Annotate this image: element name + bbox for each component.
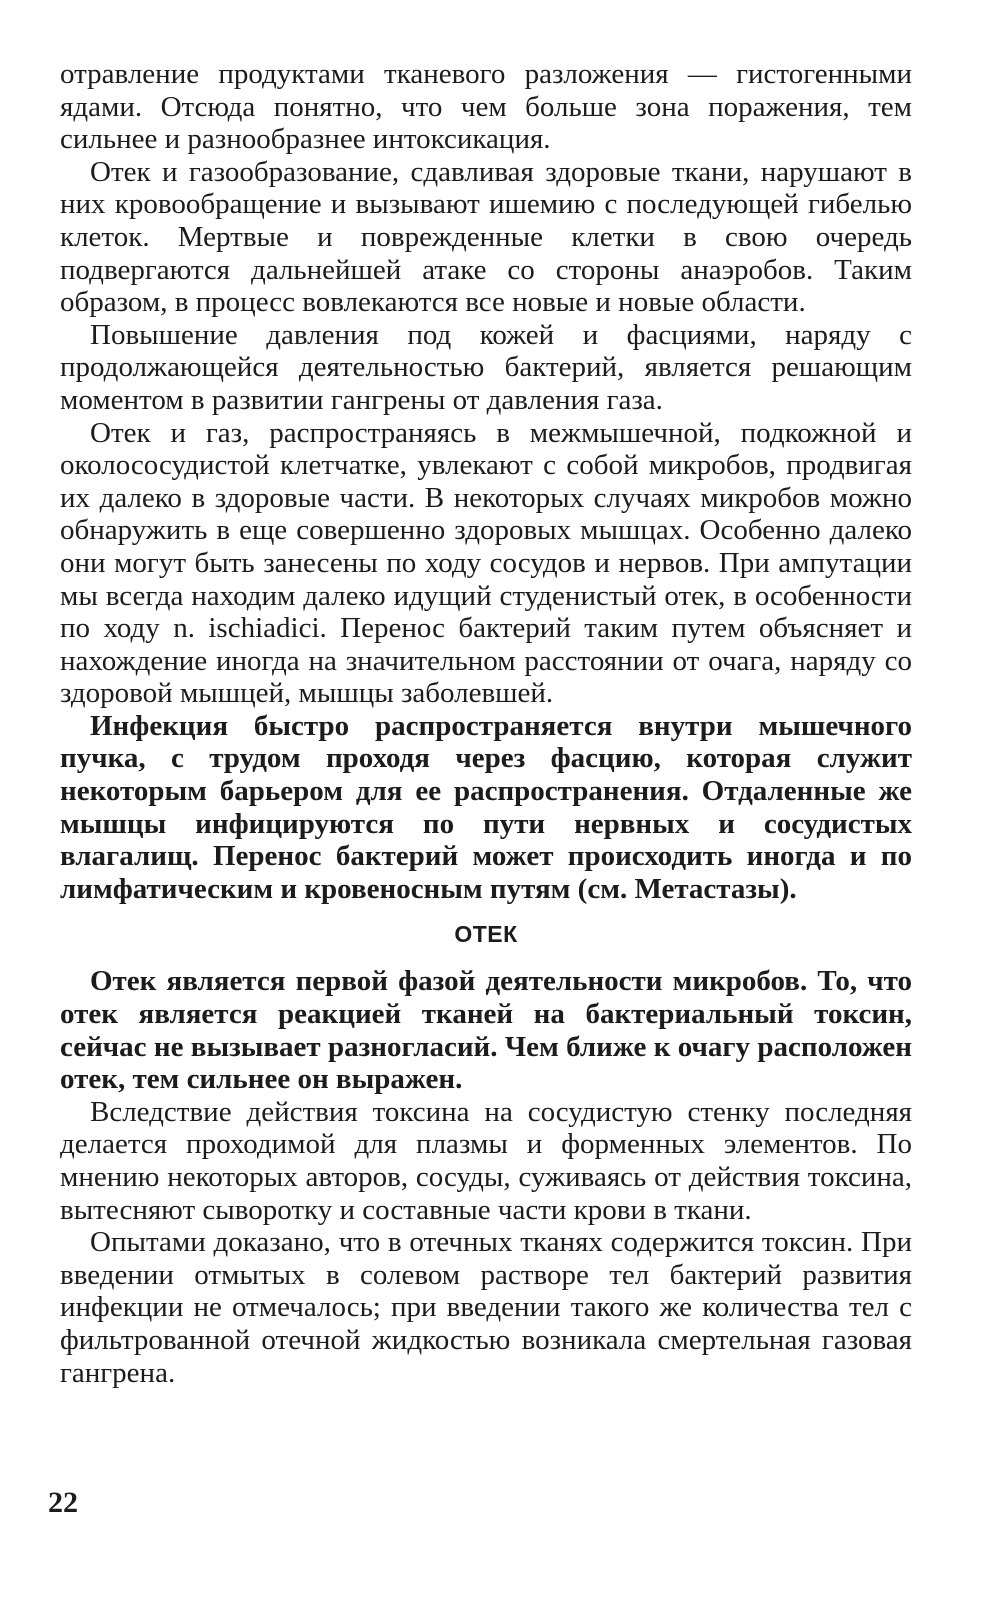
paragraph-1: отравление продуктами тканевого разложения — гистогенными ядами. Отсюда понятно, что чем больше зона поражения, тем сильнее и разнообразнее интоксикация. xyxy=(60,58,912,156)
section-heading: ОТЕК xyxy=(454,921,518,948)
paragraph-7: Вследствие действия токсина на сосудистую стенку последняя делается проходимой для плазмы и форменных элементов. По мнению некоторых авторов, сосуды, суживаясь от действия токсина, вытесняют сыворотку и составные части крови в ткани. xyxy=(60,1095,912,1226)
paragraph-8: Опытами доказано, что в отечных тканях содержится токсин. При введении отмытых в солевом растворе тел бактерий развития инфекции не отмечалось; при введении такого же количества тел с фильтрованной отечной жидкостью возникала смертельная газовая гангрена. xyxy=(60,1226,912,1389)
paragraph-4: Отек и газ, распространяясь в межмышечной, подкожной и околососудистой клетчатке, увлекают с собой микробов, продвигая их далеко в здоровые части. В некоторых случаях микробов можно обнаружить в еще совершенно здоровых мышцах. Особенно далеко они могут быть занесены по ходу сосудов и нервов. При ампутации мы всегда находим далеко идущий студенистый отек, в особенности по ходу n. ischiadici. Перенос бактерий таким путем объясняет и нахождение иногда на значительном расстоянии от очага, наряду со здоровой мышцей, мышцы заболевшей. xyxy=(60,416,912,710)
paragraph-5: Инфекция быстро распространяется внутри мышечного пучка, с трудом проходя через фасцию, которая служит некоторым барьером для ее распространения. Отдаленные же мышцы инфицируются по пути нервных и сосудистых влагалищ. Перенос бактерий может происходить иногда и по лимфатическим и кровеносным путям (см. Метастазы). xyxy=(60,709,912,905)
paragraph-2: Отек и газообразование, сдавливая здоровые ткани, нарушают в них кровообращение и вызывают ишемию с последующей гибелью клеток. Мертвые и поврежденные клетки в свою очередь подвергаются дальнейшей атаке со стороны анаэробов. Таким образом, в процесс вовлекаются все новые и новые области. xyxy=(60,155,912,319)
paragraph-6: Отек является первой фазой деятельности микробов. То, что отек является реакцией тканей на бактериальный токсин, сейчас не вызывает разногласий. Чем ближе к очагу расположен отек, тем сильнее он выражен. xyxy=(60,965,912,1096)
paragraph-3: Повышение давления под кожей и фасциями, наряду с продолжающейся деятельностью бактерий, является решающим моментом в развитии гангрены от давления газа. xyxy=(60,318,912,416)
page-number: 22 xyxy=(48,1486,78,1519)
page-body xyxy=(60,58,912,1389)
